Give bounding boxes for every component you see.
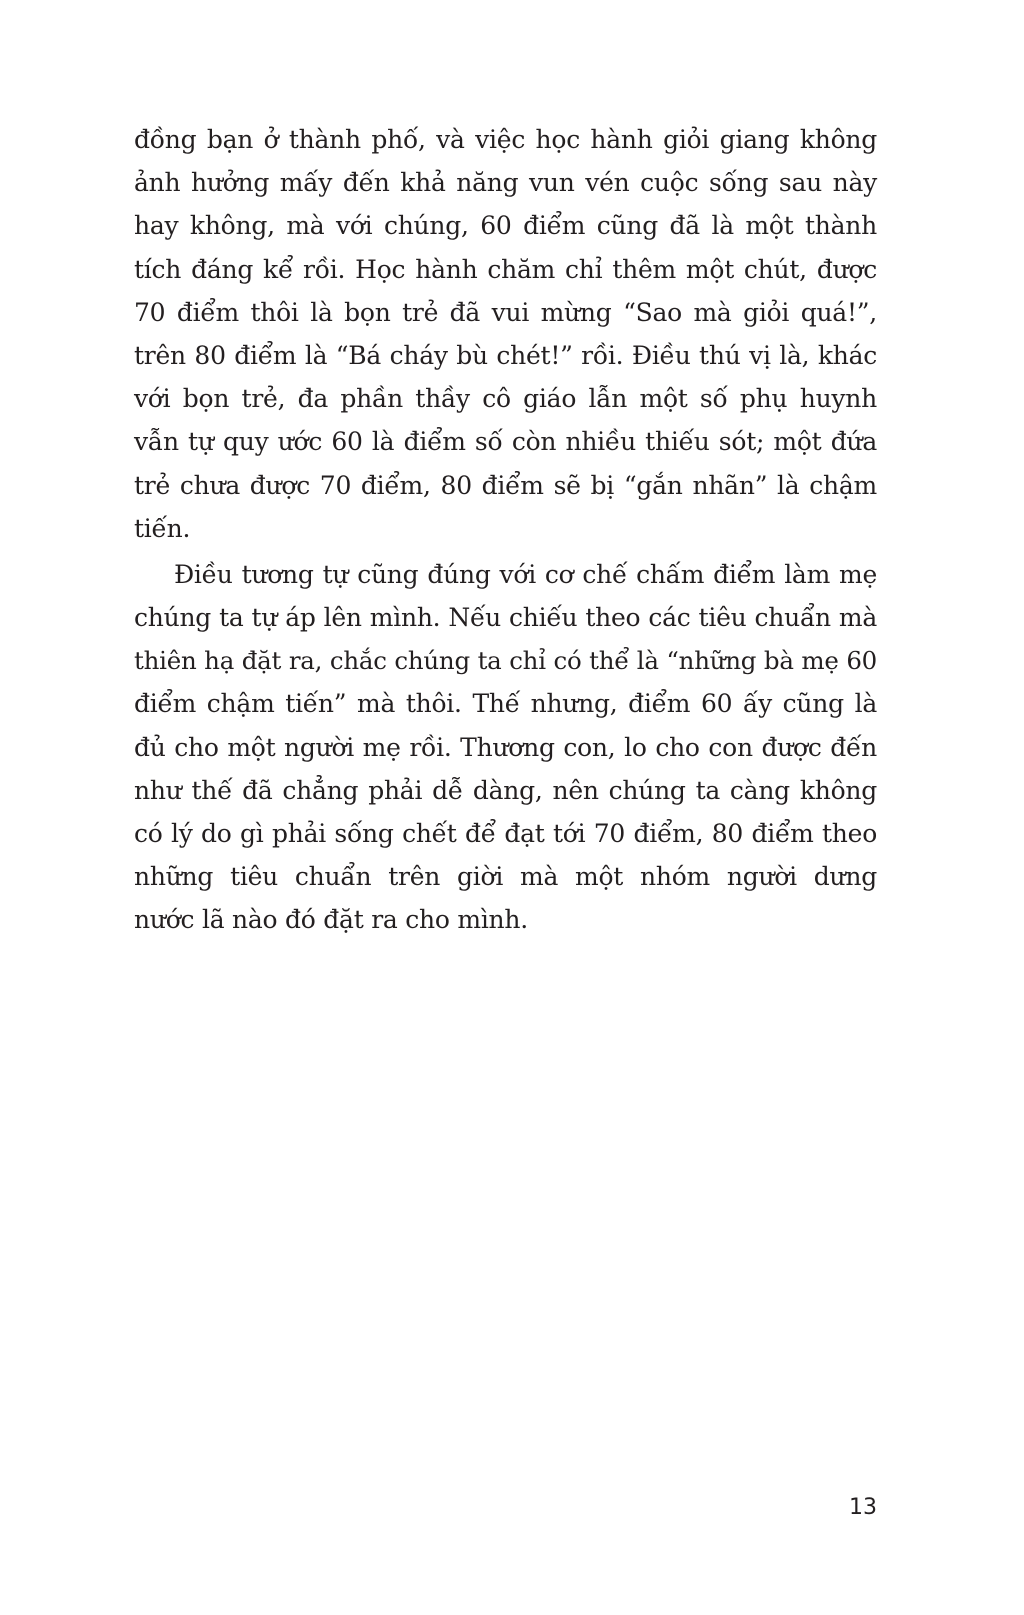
text-line: điểm chậm tiến” mà thôi. Thế nhưng, điểm 60 ấy cũng là — [134, 689, 877, 719]
text-line: những tiêu chuẩn trên giời mà một nhóm người dưng — [134, 862, 877, 892]
text-line: ảnh hưởng mấy đến khả năng vun vén cuộc sống sau này — [134, 168, 877, 198]
text-line: hay không, mà với chúng, 60 điểm cũng đã là một thành — [134, 211, 877, 241]
paragraph-2 — [134, 553, 877, 942]
text-line: Điều tương tự cũng đúng với cơ chế chấm điểm làm mẹ — [174, 559, 877, 589]
text-line: như thế đã chẳng phải dễ dàng, nên chúng ta càng không — [134, 775, 877, 805]
page-number: 13 — [849, 1495, 877, 1520]
text-line: với bọn trẻ, đa phần thầy cô giáo lẫn một số phụ huynh — [134, 384, 877, 414]
text-line: trẻ chưa được 70 điểm, 80 điểm sẽ bị “gắn nhãn” là chậm — [134, 470, 877, 500]
text-line: 70 điểm thôi là bọn trẻ đã vui mừng “Sao mà giỏi quá!”, — [134, 297, 877, 327]
page-body — [134, 118, 877, 942]
text-line: nước lã nào đó đặt ra cho mình. — [134, 905, 528, 935]
text-line: đồng bạn ở thành phố, và việc học hành giỏi giang không — [134, 125, 877, 154]
paragraph-1 — [134, 118, 877, 550]
text-line: có lý do gì phải sống chết để đạt tới 70 điểm, 80 điểm theo — [134, 819, 877, 848]
text-line: tiến. — [134, 513, 191, 543]
text-line: đủ cho một người mẹ rồi. Thương con, lo cho con được đến — [134, 732, 877, 762]
text-line: vẫn tự quy ước 60 là điểm số còn nhiều thiếu sót; một đứa — [134, 427, 877, 457]
text-line: chúng ta tự áp lên mình. Nếu chiếu theo các tiêu chuẩn mà — [134, 603, 877, 633]
text-line: trên 80 điểm là “Bá cháy bù chét!” rồi. Điều thú vị là, khác — [134, 340, 877, 370]
text-line: tích đáng kể rồi. Học hành chăm chỉ thêm một chút, được — [134, 254, 877, 284]
text-line: thiên hạ đặt ra, chắc chúng ta chỉ có thể là “những bà mẹ 60 — [134, 646, 877, 676]
